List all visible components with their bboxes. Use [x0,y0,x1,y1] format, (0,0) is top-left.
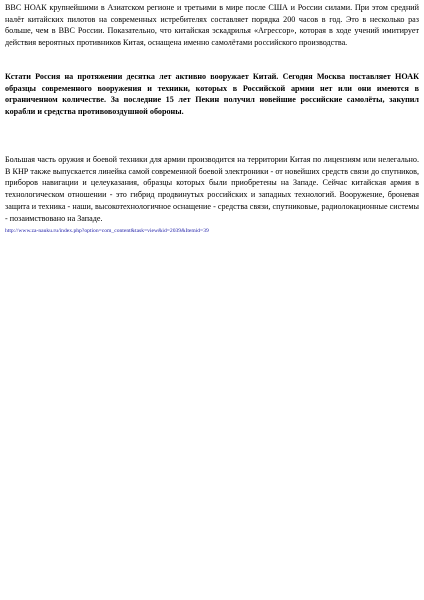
source-link[interactable]: http://www.za-nauku.ru/index.php?option=com_content&task=view&id=2039&Itemid=39 [5,228,209,234]
paragraph-russia-arms-china: Кстати Россия на протяжении десятка лет активно вооружает Китай. Сегодня Москва поставляет НОАК образцы современного вооружения и техники, которых в Российской армии нет или они имеются в ограниченном количестве. За последние 15 лет Пекин получил новейшие российские самолёты, закупил корабли и средства противовоздушной обороны. [5,72,419,117]
paragraph-weapons-production: Большая часть оружия и боевой техники для армии производится на территории Китая по лицензиям или нелегально. В КНР также выпускается линейка самой современной боевой электроники - от новейших средств связи до спутников, приборов навигации и целеуказания, образцы которых были приобретены на Западе. Сейчас китайская армия в технологическом отношении - это гибрид продвинутых российских и западных технологий. Вооружение, броневая защита и техника - наши, высокотехнологичное оснащение - средства связи, спутниковые, радиолокационные системы - позаимствовано на Западе. [5,155,419,223]
paragraph-air-force: ВВС НОАК крупнейшими в Азиатском регионе и третьими в мире после США и России силами. При этом средний налёт китайских пилотов на современных истребителях составляет порядка 200 часов в год. Это в несколько раз больше, чем в ВВС России. Показательно, что китайская эскадрилья «Агрессор», которая в ходе учений имитирует действия вероятных противников Китая, оснащена именно самолётами российского производства. [5,3,419,48]
